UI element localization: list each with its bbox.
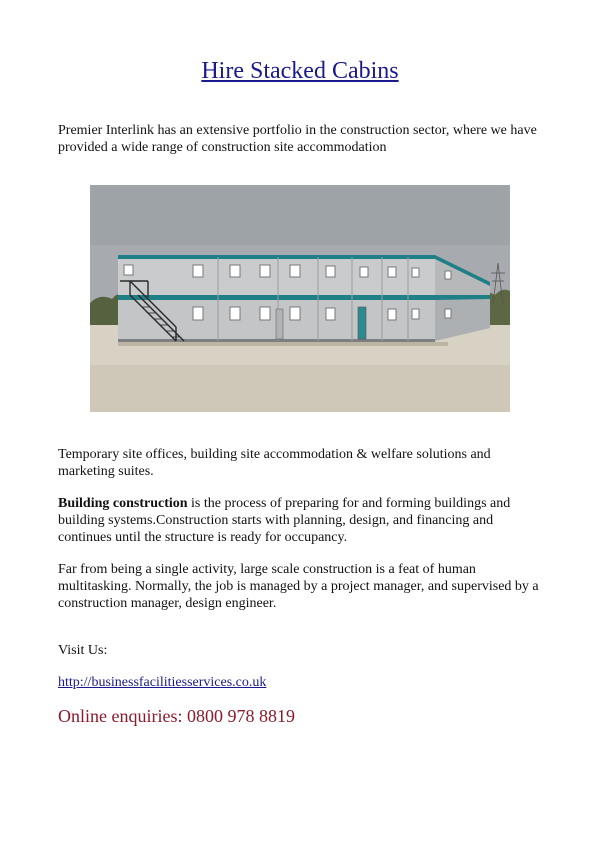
building-construction-paragraph bbox=[58, 495, 548, 546]
large-scale-paragraph: Far from being a single activity, large scale construction is a feat of human multitasking. Normally, the job is managed by a project manager, and supervised by a construction manager, design engineer. bbox=[58, 562, 539, 611]
online-enquiries-phone[interactable]: Online enquiries: 0800 978 8819 bbox=[58, 706, 295, 726]
page-title-link[interactable]: Hire Stacked Cabins bbox=[201, 58, 399, 84]
intro-paragraph: Premier Interlink has an extensive portfolio in the construction sector, where we have provided a wide range of construction site accommodation bbox=[58, 123, 537, 155]
building-construction-text: is the process of preparing for and forming buildings and building systems.Construction starts with planning, design, and financing and continues until the structure is ready for occupancy. bbox=[58, 496, 511, 545]
visit-us-label: Visit Us: bbox=[58, 643, 108, 658]
photo-cabin-building bbox=[118, 255, 490, 342]
temporary-offices-paragraph: Temporary site offices, building site accommodation & welfare solutions and marketing suites. bbox=[58, 447, 491, 479]
website-link[interactable]: http://businessfacilitiesservices.co.uk bbox=[58, 675, 267, 690]
stacked-cabins-photo bbox=[90, 185, 510, 412]
building-construction-term: Building construction bbox=[58, 496, 188, 511]
